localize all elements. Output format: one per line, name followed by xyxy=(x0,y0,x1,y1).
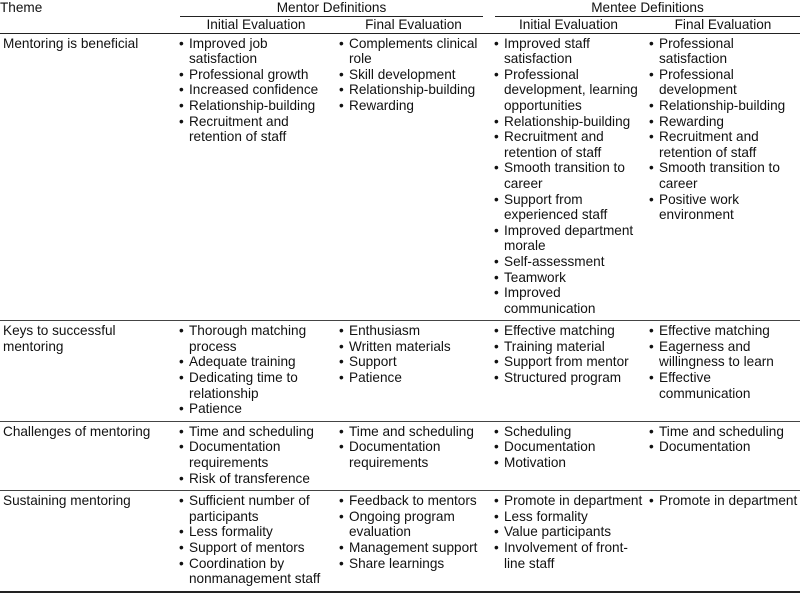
theme-subheader-blank xyxy=(0,17,176,34)
list-item: • Documentation xyxy=(646,439,800,455)
list-item: • Support from mentor xyxy=(491,354,646,370)
list-item: • Risk of transference xyxy=(176,471,336,487)
list-item: • Enthusiasm xyxy=(336,323,491,339)
list-item: • Rewarding xyxy=(336,98,491,114)
list-item: • Patience xyxy=(176,401,336,417)
list-item: • Improved staff satisfaction xyxy=(491,36,646,67)
mentor-final-evaluation-header: Final Evaluation xyxy=(336,17,491,34)
list-item: • Relationship-building xyxy=(176,98,336,114)
mentor-definitions-header xyxy=(176,0,491,17)
list-item: • Complements clinical role xyxy=(336,36,491,67)
mentor-initial-evaluation-header: Initial Evaluation xyxy=(176,17,336,34)
list-item: • Eagerness and willingness to learn xyxy=(646,339,800,370)
mentor-initial-cell xyxy=(176,421,336,490)
list-item: • Promote in department xyxy=(646,493,800,509)
table-row xyxy=(0,491,800,592)
table-body xyxy=(0,33,800,592)
list-item: • Skill development xyxy=(336,67,491,83)
list-item: • Effective matching xyxy=(491,323,646,339)
bullet-list xyxy=(176,493,336,587)
list-item: • Support xyxy=(336,354,491,370)
list-item: • Management support xyxy=(336,540,491,556)
list-item: • Motivation xyxy=(491,455,646,471)
list-item: • Time and scheduling xyxy=(336,424,491,440)
bullet-list xyxy=(491,424,646,471)
list-item: • Improved communication xyxy=(491,285,646,316)
bullet-list xyxy=(491,323,646,385)
theme-cell: Mentoring is beneficial xyxy=(0,33,176,321)
list-item: • Self-assessment xyxy=(491,254,646,270)
list-item: • Professional growth xyxy=(176,67,336,83)
list-item: • Structured program xyxy=(491,370,646,386)
bullet-list xyxy=(491,493,646,571)
mentee-initial-evaluation-header: Initial Evaluation xyxy=(491,17,646,34)
mentee-initial-cell xyxy=(491,421,646,490)
theme-cell: Keys to successful mentoring xyxy=(0,321,176,422)
mentee-definitions-label: Mentee Definitions xyxy=(495,0,800,17)
list-item: • Promote in department xyxy=(491,493,646,509)
mentor-final-cell xyxy=(336,421,491,490)
mentor-initial-cell xyxy=(176,491,336,592)
list-item: • Professional development, learning opportunities xyxy=(491,67,646,114)
mentor-final-cell xyxy=(336,321,491,422)
mentor-final-cell xyxy=(336,33,491,321)
list-item: • Effective matching xyxy=(646,323,800,339)
mentee-initial-cell xyxy=(491,321,646,422)
list-item: • Ongoing program evaluation xyxy=(336,509,491,540)
list-item: • Relationship-building xyxy=(646,98,800,114)
list-item: • Effective communication xyxy=(646,370,800,401)
bullet-list xyxy=(176,323,336,417)
list-item: • Written materials xyxy=(336,339,491,355)
list-item: • Less formality xyxy=(176,524,336,540)
list-item: • Dedicating time to relationship xyxy=(176,370,336,401)
list-item: • Share learnings xyxy=(336,556,491,572)
bullet-list xyxy=(491,36,646,317)
list-item: • Value participants xyxy=(491,524,646,540)
mentor-final-cell xyxy=(336,491,491,592)
list-item: • Improved job satisfaction xyxy=(176,36,336,67)
list-item: • Patience xyxy=(336,370,491,386)
list-item: • Recruitment and retention of staff xyxy=(646,129,800,160)
list-item: • Professional development xyxy=(646,67,800,98)
list-item: • Recruitment and retention of staff xyxy=(176,114,336,145)
list-item: • Recruitment and retention of staff xyxy=(491,129,646,160)
mentor-definitions-label: Mentor Definitions xyxy=(180,0,483,17)
mentee-final-cell xyxy=(646,321,800,422)
mentee-final-cell xyxy=(646,491,800,592)
list-item: • Support from experienced staff xyxy=(491,192,646,223)
list-item: • Adequate training xyxy=(176,354,336,370)
bullet-list xyxy=(646,424,800,455)
list-item: • Support of mentors xyxy=(176,540,336,556)
list-item: • Smooth transition to career xyxy=(646,160,800,191)
mentee-final-evaluation-header: Final Evaluation xyxy=(646,17,800,34)
list-item: • Positive work environment xyxy=(646,192,800,223)
list-item: • Involvement of front-line staff xyxy=(491,540,646,571)
theme-cell: Challenges of mentoring xyxy=(0,421,176,490)
bullet-list xyxy=(176,424,336,486)
mentor-initial-cell xyxy=(176,33,336,321)
bullet-list xyxy=(646,493,800,509)
bullet-list xyxy=(646,323,800,401)
mentee-initial-cell xyxy=(491,491,646,592)
list-item: • Documentation requirements xyxy=(336,439,491,470)
list-item: • Coordination by nonmanagement staff xyxy=(176,556,336,587)
list-item: • Training material xyxy=(491,339,646,355)
bullet-list xyxy=(176,36,336,145)
table-row xyxy=(0,33,800,321)
list-item: • Relationship-building xyxy=(491,114,646,130)
list-item: • Sufficient number of participants xyxy=(176,493,336,524)
bullet-list xyxy=(336,424,491,471)
list-item: • Professional satisfaction xyxy=(646,36,800,67)
list-item: • Time and scheduling xyxy=(176,424,336,440)
list-item: • Improved department morale xyxy=(491,223,646,254)
table-row xyxy=(0,321,800,422)
mentee-final-cell xyxy=(646,33,800,321)
list-item: • Thorough matching process xyxy=(176,323,336,354)
bullet-list xyxy=(646,36,800,223)
list-item: • Feedback to mentors xyxy=(336,493,491,509)
list-item: • Documentation requirements xyxy=(176,439,336,470)
table-row xyxy=(0,421,800,490)
bullet-list xyxy=(336,493,491,571)
list-item: • Documentation xyxy=(491,439,646,455)
list-item: • Rewarding xyxy=(646,114,800,130)
mentee-initial-cell xyxy=(491,33,646,321)
mentor-initial-cell xyxy=(176,321,336,422)
list-item: • Relationship-building xyxy=(336,82,491,98)
theme-cell: Sustaining mentoring xyxy=(0,491,176,592)
bullet-list xyxy=(336,323,491,385)
theme-column-header: Theme xyxy=(0,0,43,15)
bullet-list xyxy=(336,36,491,114)
mentee-definitions-header xyxy=(491,0,800,17)
list-item: • Less formality xyxy=(491,509,646,525)
list-item: • Increased confidence xyxy=(176,82,336,98)
list-item: • Time and scheduling xyxy=(646,424,800,440)
list-item: • Scheduling xyxy=(491,424,646,440)
list-item: • Smooth transition to career xyxy=(491,160,646,191)
list-item: • Teamwork xyxy=(491,270,646,286)
mentee-final-cell xyxy=(646,421,800,490)
